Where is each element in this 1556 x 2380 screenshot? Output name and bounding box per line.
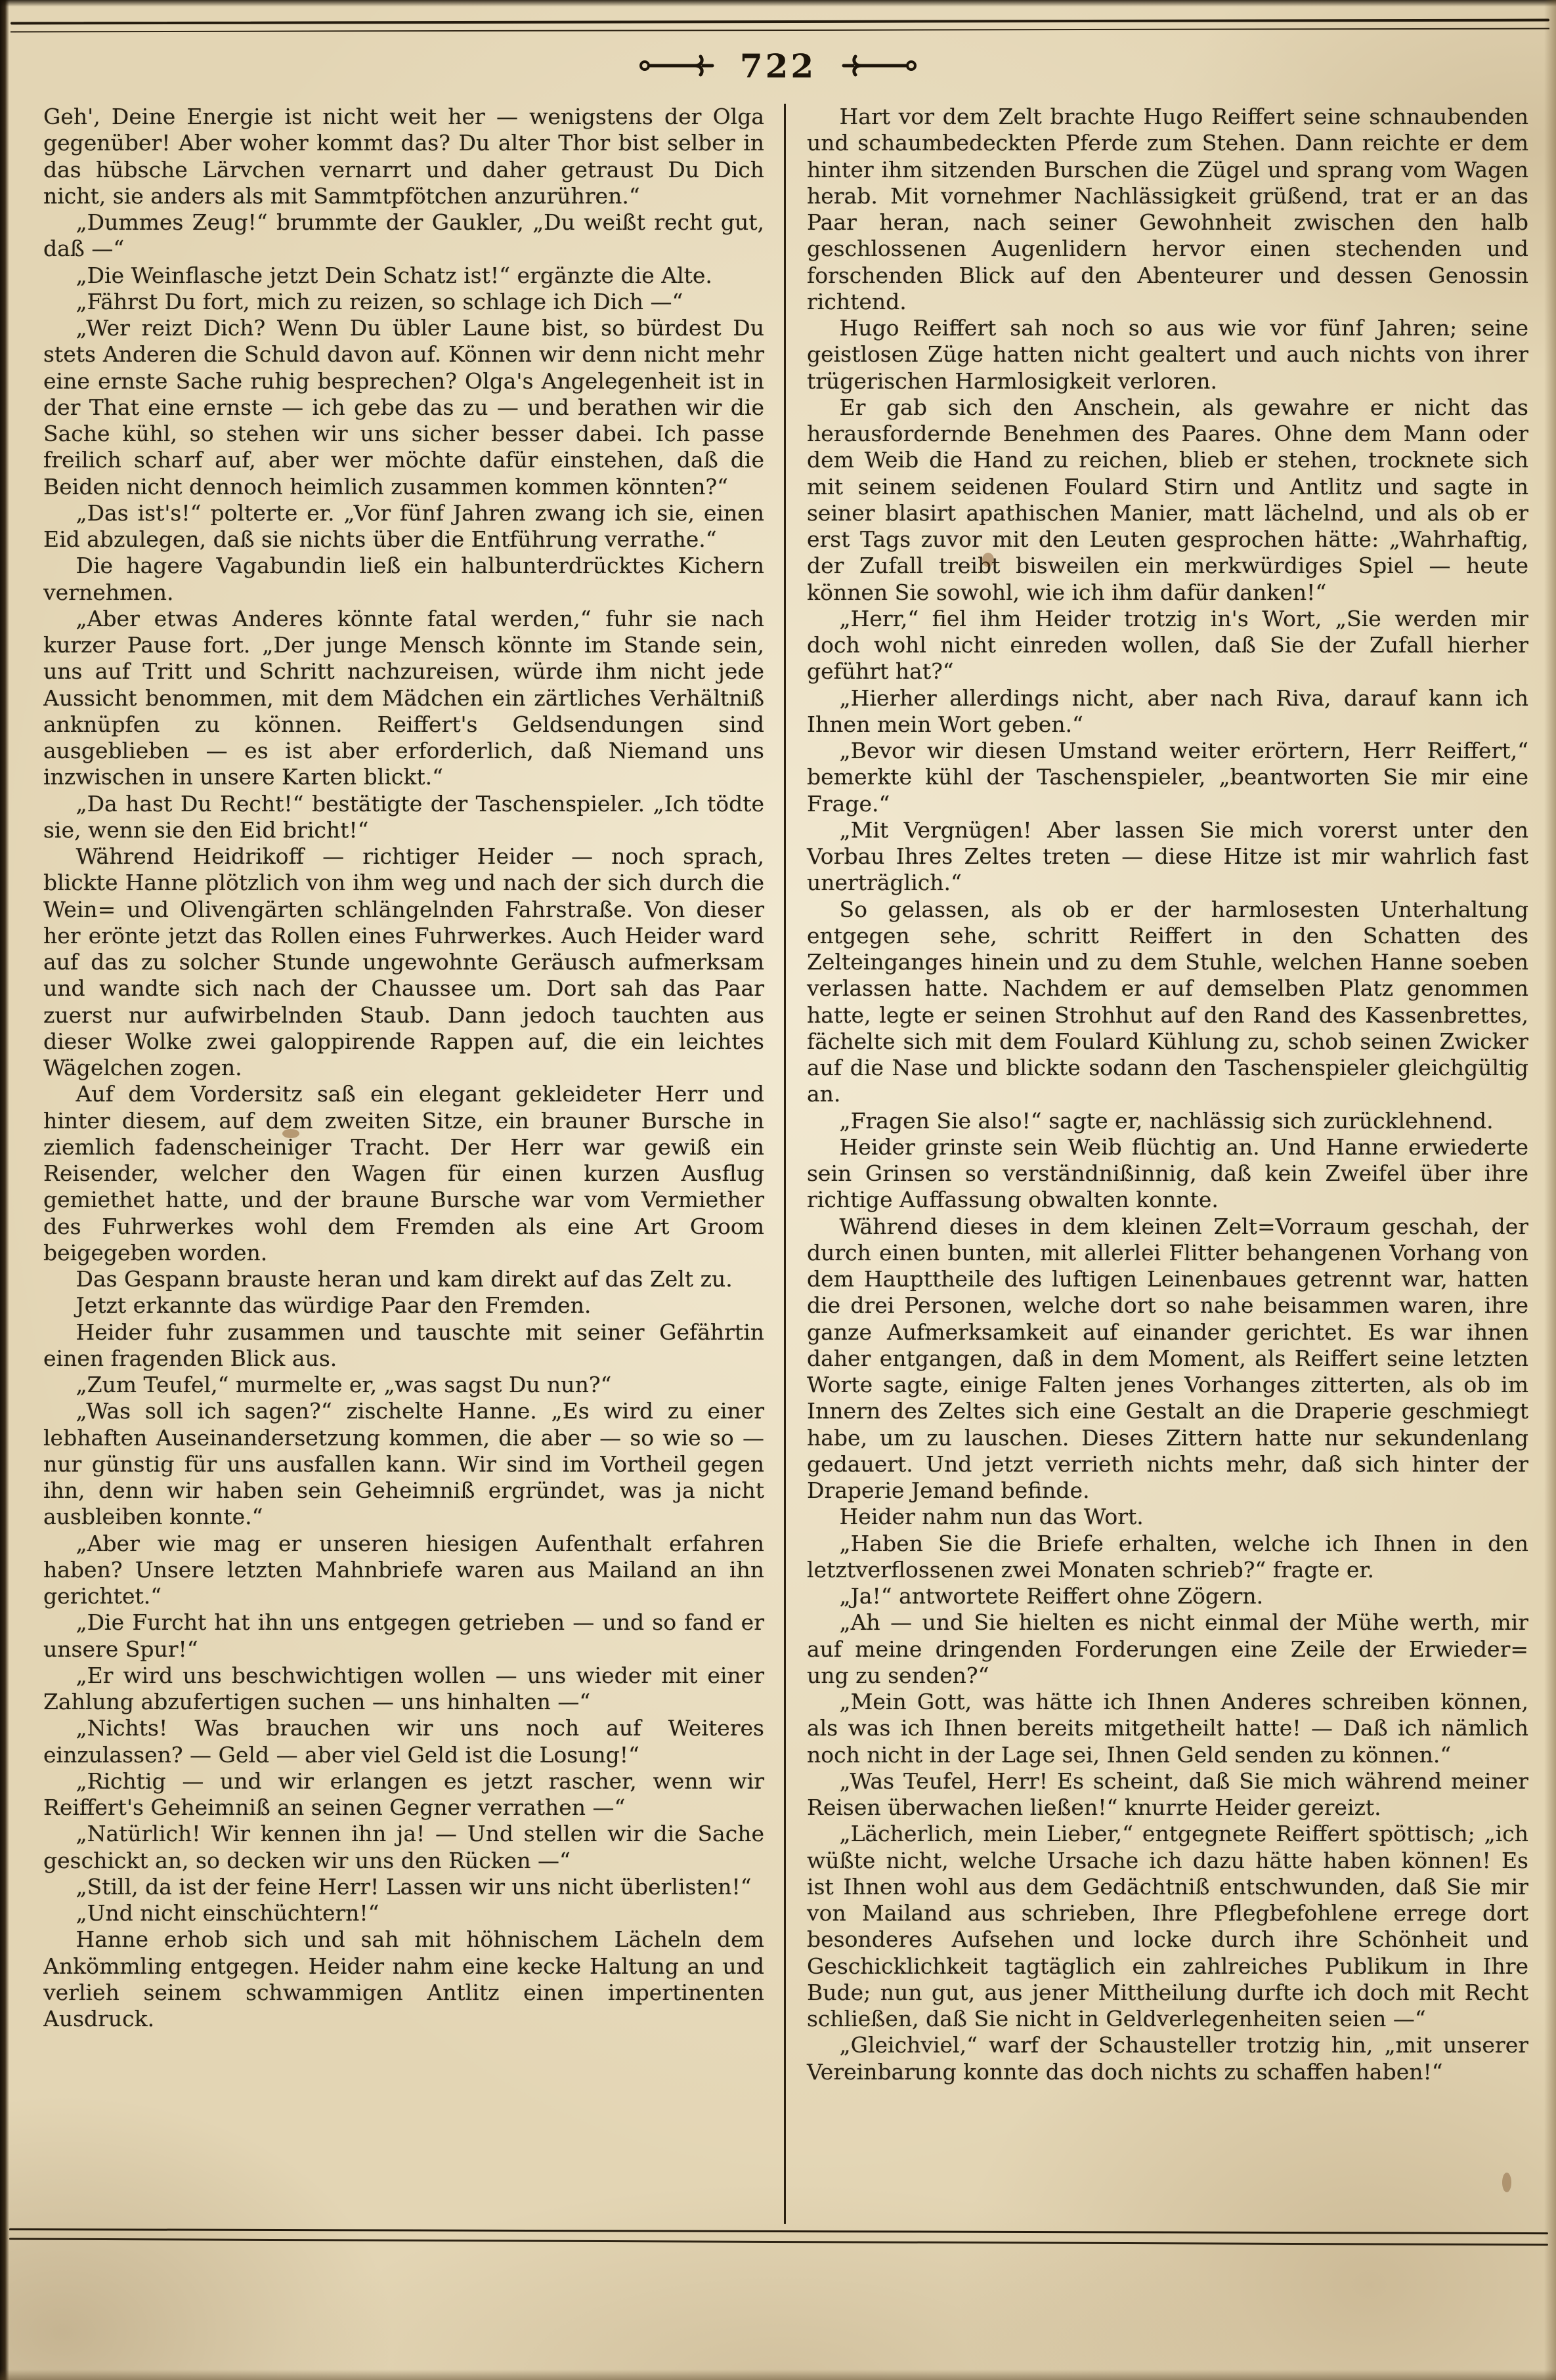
paragraph: „Ja!“ antwortete Reiffert ohne Zögern. bbox=[839, 1583, 1264, 1609]
paragraph: „Aber wie mag er unseren hiesigen Aufenthalt erfahren haben? Unsere letzten Mahnbriefe waren aus Mailand an ihn gerichtet.“ bbox=[43, 1530, 764, 1609]
paragraph: „Lächerlich, mein Lieber,“ entgegnete Reiffert spöttisch; „ich wüßte nicht, welche Ursache ich dazu hätte haben können! Es ist Ihnen wohl aus dem Gedächtniß entschwunden, daß Sie mir von Mailand aus schrieben, Ihre Pflegbefohlene errege dort besonderes Aufsehen und locke durch ihre Schönheit und Geschicklichkeit tagtäglich ein zahlreiches Publikum in Ihre Bude; nun gut, aus jener Mittheilung durfte ich doch mit Recht schließen, daß Sie nicht in Geldverlegenheiten seien —“ bbox=[807, 1821, 1528, 2031]
paragraph: „Wer reizt Dich? Wenn Du übler Laune bist, so bürdest Du stets Anderen die Schuld davon auf. Können wir denn nicht mehr eine ernste Sache ruhig besprechen? Olga's Angelegenheit ist in der That eine ernste — ich gebe das zu — und berathen wir die Sache kühl, so stehen wir uns sicher besser dabei. Ich passe freilich scharf auf, aber wer möchte dafür einstehen, daß die Beiden nicht dennoch heimlich zusammen kommen könnten?“ bbox=[43, 315, 764, 499]
paragraph: Er gab sich den Anschein, als gewahre er nicht das herausfordernde Benehmen des Paares. Ohne dem Mann oder dem Weib die Hand zu reichen, blieb er stehen, trocknete sich mit seinem seidenen Foulard Stirn und Antlitz und sagte in seiner blasirt apathischen Manier, matt lächelnd, und als ob er erst Tags zuvor mit den Leuten gesprochen hätte: „Wahrhaftig, der Zufall treibt bisweilen ein merkwürdiges Spiel — heute können Sie sowohl, wie ich ihm dafür danken!“ bbox=[807, 394, 1528, 605]
paragraph: „Die Furcht hat ihn uns entgegen getrieben — und so fand er unsere Spur!“ bbox=[43, 1609, 764, 1662]
paragraph: „Richtig — und wir erlangen es jetzt rascher, wenn wir Reiffert's Geheimniß an seinen Gegner verrathen —“ bbox=[43, 1768, 764, 1820]
paragraph: „Da hast Du Recht!“ bestätigte der Taschenspieler. „Ich tödte sie, wenn sie den Eid bricht!“ bbox=[43, 790, 764, 843]
header-ornament-right-icon bbox=[838, 53, 917, 79]
paragraph: „Nichts! Was brauchen wir uns noch auf Weiteres einzulassen? — Geld — aber viel Geld ist die Losung!“ bbox=[43, 1715, 764, 1768]
paragraph: „Still, da ist der feine Herr! Lassen wir uns nicht überlisten!“ bbox=[76, 1873, 752, 1900]
paragraph: „Bevor wir diesen Umstand weiter erörtern, Herr Reiffert,“ bemerkte kühl der Taschenspieler, „beantworten Sie mir eine Frage.“ bbox=[807, 738, 1528, 817]
paragraph: Jetzt erkannte das würdige Paar den Fremden. bbox=[76, 1292, 592, 1319]
column-left bbox=[43, 104, 786, 2224]
paragraph: „Zum Teufel,“ murmelte er, „was sagst Du nun?“ bbox=[76, 1372, 612, 1397]
paragraph: Geh', Deine Energie ist nicht weit her — wenigstens der Olga gegenüber! Aber woher kommt das? Du alter Thor bist selber in das hübsche Lärvchen vernarrt und daher getraust Du Dich nicht, sie anders als mit Sammtpfötchen anzurühren.“ bbox=[43, 104, 764, 209]
paragraph: „Und nicht einschüchtern!“ bbox=[76, 1900, 379, 1926]
paragraph: Während dieses in dem kleinen Zelt=Vorraum geschah, der durch einen bunten, mit allerlei Flitter behangenen Vorhang von dem Haupttheile des luftigen Leinenbaues getrennt war, hatten die drei Personen, welche dort so nahe beisammen waren, ihre ganze Aufmerksamkeit auf einander gerichtet. Es war ihnen daher entgangen, daß in dem Moment, als Reiffert seine letzten Worte sagte, einige Falten jenes Vorhanges zitterten, als ob im Innern des Zeltes sich eine Gestalt an die Draperie geschmiegt habe, um zu lauschen. Dieses Zittern hatte nur sekundenlang gedauert. Und jetzt verrieth nichts mehr, daß sich hinter der Draperie Jemand befinde. bbox=[807, 1213, 1528, 1503]
paragraph: „Herr,“ fiel ihm Heider trotzig in's Wort, „Sie werden mir doch wohl nicht einreden wollen, daß Sie der Zufall hierher geführt hat?“ bbox=[807, 605, 1528, 685]
scan-edge-right bbox=[1544, 0, 1556, 2380]
paragraph: „Die Weinflasche jetzt Dein Schatz ist!“ ergänzte die Alte. bbox=[76, 262, 712, 288]
scan-edge-bottom bbox=[0, 2369, 1556, 2380]
scan-edge-top bbox=[0, 0, 1556, 7]
paragraph: „Das ist's!“ polterte er. „Vor fünf Jahren zwang ich sie, einen Eid abzulegen, daß sie nichts über die Entführung verrathe.“ bbox=[43, 499, 764, 552]
paragraph: „Was soll ich sagen?“ zischelte Hanne. „Es wird zu einer lebhaften Auseinandersetzung kommen, die aber — so wie so — nur günstig für uns ausfallen kann. Wir sind im Vortheil gegen ihn, denn wir haben sein Geheimniß ergründet, was ja nicht ausbleiben konnte.“ bbox=[43, 1398, 764, 1530]
paragraph: Heider fuhr zusammen und tauschte mit seiner Gefährtin einen fragenden Blick aus. bbox=[43, 1319, 764, 1371]
footer-rule-top bbox=[9, 2228, 1548, 2234]
paragraph: Auf dem Vordersitz saß ein elegant gekleideter Herr und hinter diesem, auf dem zweiten Sitze, ein brauner Bursche in ziemlich fadenscheiniger Tracht. Der Herr war gewiß ein Reisender, welcher den Wagen für einen kurzen Ausflug gemiethet hatte, und der braune Bursche war vom Vermiether des Fuhrwerkes wohl dem Fremden als eine Art Groom beigegeben worden. bbox=[43, 1081, 764, 1265]
paragraph: Hanne erhob sich und sah mit höhnischem Lächeln dem Ankömmling entgegen. Heider nahm eine kecke Haltung an und verlieh seinem schwammigen Antlitz einen impertinenten Ausdruck. bbox=[43, 1926, 764, 2031]
scan-edge-left bbox=[0, 0, 9, 2380]
paragraph: „Fragen Sie also!“ sagte er, nachlässig sich zurücklehnend. bbox=[839, 1107, 1494, 1134]
footer-rule-bottom bbox=[9, 2238, 1548, 2245]
paragraph: Heider grinste sein Weib flüchtig an. Und Hanne erwiederte sein Grinsen so verständnißinnig, daß kein Zweifel über ihre richtige Auffassung obwalten konnte. bbox=[807, 1134, 1528, 1213]
paragraph: So gelassen, als ob er der harmlosesten Unterhaltung entgegen sehe, schritt Reiffert in den Schatten des Zelteinganges hinein und zu dem Stuhle, welchen Hanne soeben verlassen hatte. Nachdem er auf demselben Platz genommen hatte, legte er seinen Strohhut auf den Rand des Kassenbrettes, fächelte sich mit dem Foulard Kühlung zu, schob seinen Zwicker auf die Nase und blickte sodann den Taschenspieler gleichgültig an. bbox=[807, 896, 1528, 1107]
paragraph: „Haben Sie die Briefe erhalten, welche ich Ihnen in den letztverflossenen zwei Monaten schrieb?“ fragte er. bbox=[807, 1530, 1528, 1583]
paragraph: „Aber etwas Anderes könnte fatal werden,“ fuhr sie nach kurzer Pause fort. „Der junge Mensch könnte im Stande sein, uns auf Tritt und Schritt nachzureisen, würde ihm nicht jede Aussicht benommen, mit dem Mädchen ein zärtliches Verhältniß anknüpfen zu können. Reiffert's Geldsendungen sind ausgeblieben — es ist aber erforderlich, daß Niemand uns inzwischen in unsere Karten blickt.“ bbox=[43, 605, 764, 790]
header-ornament-left-icon bbox=[639, 53, 718, 79]
paragraph: „Ah — und Sie hielten es nicht einmal der Mühe werth, mir auf meine dringenden Forderungen eine Zeile der Erwieder= ung zu senden?“ bbox=[807, 1609, 1528, 1688]
page-header bbox=[0, 46, 1556, 85]
text-body bbox=[43, 104, 1528, 2224]
column-right bbox=[786, 104, 1528, 2224]
paragraph: „Mit Vergnügen! Aber lassen Sie mich vorerst unter den Vorbau Ihres Zeltes treten — diese Hitze ist mir wahrlich fast unerträglich.“ bbox=[807, 817, 1528, 896]
paragraph: „Gleichviel,“ warf der Schausteller trotzig hin, „mit unserer Vereinbarung konnte das doch nichts zu schaffen haben!“ bbox=[807, 2032, 1528, 2085]
paragraph: „Hierher allerdings nicht, aber nach Riva, darauf kann ich Ihnen mein Wort geben.“ bbox=[807, 685, 1528, 737]
paragraph: Die hagere Vagabundin ließ ein halbunterdrücktes Kichern vernehmen. bbox=[43, 553, 764, 605]
paragraph: Hart vor dem Zelt brachte Hugo Reiffert seine schnaubenden und schaumbedeckten Pferde zum Stehen. Dann reichte er dem hinter ihm sitzenden Burschen die Zügel und sprang vom Wagen herab. Mit vornehmer Nachlässigkeit grüßend, trat er an das Paar heran, nach seiner Gewohnheit zwischen den halb geschlossenen Augenlidern hervor einen stechenden und forschenden Blick auf den Abenteurer und dessen Genossin richtend. bbox=[807, 104, 1528, 314]
header-rule-top bbox=[11, 19, 1549, 25]
paragraph: Das Gespann brauste heran und kam direkt auf das Zelt zu. bbox=[76, 1266, 733, 1292]
paragraph: Hugo Reiffert sah noch so aus wie vor fünf Jahren; seine geistlosen Züge hatten nicht gealtert und auch nichts von ihrer trügerischen Harmlosigkeit verloren. bbox=[807, 315, 1528, 394]
paragraph: „Mein Gott, was hätte ich Ihnen Anderes schreiben können, als was ich Ihnen bereits mitgetheilt hatte! — Daß ich nämlich noch nicht in der Lage sei, Ihnen Geld senden zu können.“ bbox=[807, 1689, 1528, 1768]
header-rule-bottom bbox=[11, 28, 1549, 33]
paragraph: „Dummes Zeug!“ brummte der Gaukler, „Du weißt recht gut, daß —“ bbox=[43, 209, 764, 262]
paragraph: Heider nahm nun das Wort. bbox=[839, 1504, 1144, 1530]
paragraph: „Er wird uns beschwichtigen wollen — uns wieder mit einer Zahlung abzufertigen suchen — uns hinhalten —“ bbox=[43, 1662, 764, 1714]
page-number: 722 bbox=[739, 46, 817, 85]
paragraph: Während Heidrikoff — richtiger Heider — noch sprach, blickte Hanne plötzlich von ihm weg und nach der sich durch die Wein= und Olivengärten schlängelnden Fahrstraße. Von dieser her erönte jetzt das Rollen eines Fuhrwerkes. Auch Heider ward auf das zu solcher Stunde ungewohnte Geräusch aufmerksam und wandte sich nach der Chaussee um. Dort sah das Paar zuerst nur aufwirbelnden Staub. Dann jedoch tauchten aus dieser Wolke zwei galoppirende Rappen auf, die ein leichtes Wägelchen zogen. bbox=[43, 843, 764, 1080]
paragraph: „Was Teufel, Herr! Es scheint, daß Sie mich während meiner Reisen überwachen ließen!“ knurrte Heider gereizt. bbox=[807, 1768, 1528, 1820]
paragraph: „Fährst Du fort, mich zu reizen, so schlage ich Dich —“ bbox=[76, 288, 683, 314]
paragraph: „Natürlich! Wir kennen ihn ja! — Und stellen wir die Sache geschickt an, so decken wir uns den Rücken —“ bbox=[43, 1821, 764, 1873]
